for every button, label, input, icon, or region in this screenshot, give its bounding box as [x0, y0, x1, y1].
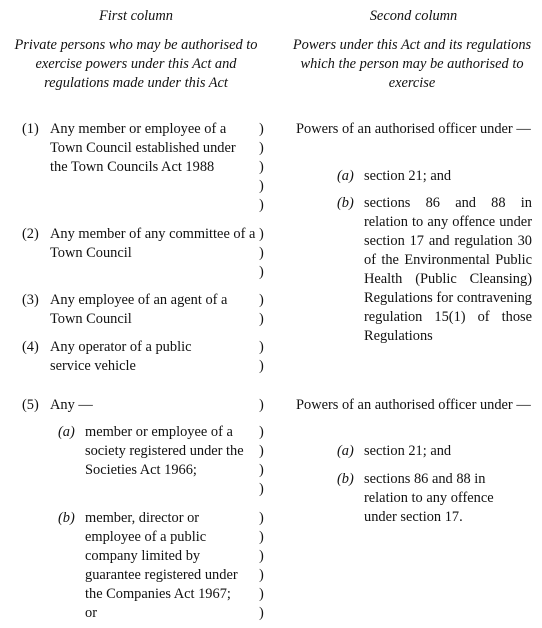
second-column-heading: Second column	[369, 8, 458, 24]
powers-block-2-b-label: (b)	[337, 471, 354, 487]
item-3-number: (3)	[22, 292, 39, 308]
bracket-group-2: ) ) )	[259, 226, 264, 280]
item-5-number: (5)	[22, 397, 39, 413]
powers-block-2-a-text: section 21; and	[364, 443, 452, 459]
item-2-number: (2)	[22, 226, 39, 242]
powers-block-1-a-text: section 21; and	[364, 168, 452, 184]
powers-block-2-b-text: sections 86 and 88 in relation to any offence under section 17.	[364, 471, 494, 525]
first-column-description: Private persons who may be authorised to exercise powers under this Act and regulations made under this Act	[14, 37, 258, 91]
item-5-text: Any —	[50, 397, 93, 413]
powers-block-2-a-label: (a)	[337, 443, 354, 459]
powers-block-1-b-label: (b)	[337, 195, 354, 211]
item-5-sub-b-text: member, director or employee of a public company limited by guarantee registered under the Companies Act 1967; or	[85, 510, 238, 621]
item-3-text: Any employee of an agent of a Town Council	[50, 292, 228, 327]
bracket-group-5: )	[259, 397, 264, 413]
item-1-number: (1)	[22, 121, 39, 137]
bracket-group-6: ) ) ) )	[259, 424, 264, 497]
item-2-text: Any member of any committee of a Town Council	[50, 226, 256, 261]
powers-block-1-a-label: (a)	[337, 168, 354, 184]
item-4-number: (4)	[22, 339, 39, 355]
powers-block-1-intro: Powers of an authorised officer under —	[296, 121, 531, 137]
item-4-text: Any operator of a public service vehicle	[50, 339, 192, 374]
powers-block-2-intro: Powers of an authorised officer under —	[296, 397, 531, 413]
bracket-group-1: ) ) ) ) )	[259, 121, 264, 213]
bracket-group-3: ) )	[259, 292, 264, 327]
bracket-group-4: ) )	[259, 339, 264, 374]
bracket-group-7: ) ) ) ) ) )	[259, 510, 264, 621]
item-5-sub-b-label: (b)	[58, 510, 75, 526]
item-5-sub-a-label: (a)	[58, 424, 75, 440]
item-1-text: Any member or employee of a Town Council established under the Town Councils Act 1988	[50, 121, 236, 175]
item-5-sub-a-text: member or employee of a society registered under the Societies Act 1966;	[85, 424, 244, 478]
second-column-description: Powers under this Act and its regulations which the person may be authorised to exercise	[292, 37, 532, 91]
first-column-heading: First column	[99, 8, 173, 24]
powers-block-1-b-text: sections 86 and 88 in relation to any offence under section 17 and regulation 30 of the Environmental Public Health (Public Cleansing) Regulations for contravening regulation 15(1) of those Regulations	[364, 195, 532, 344]
